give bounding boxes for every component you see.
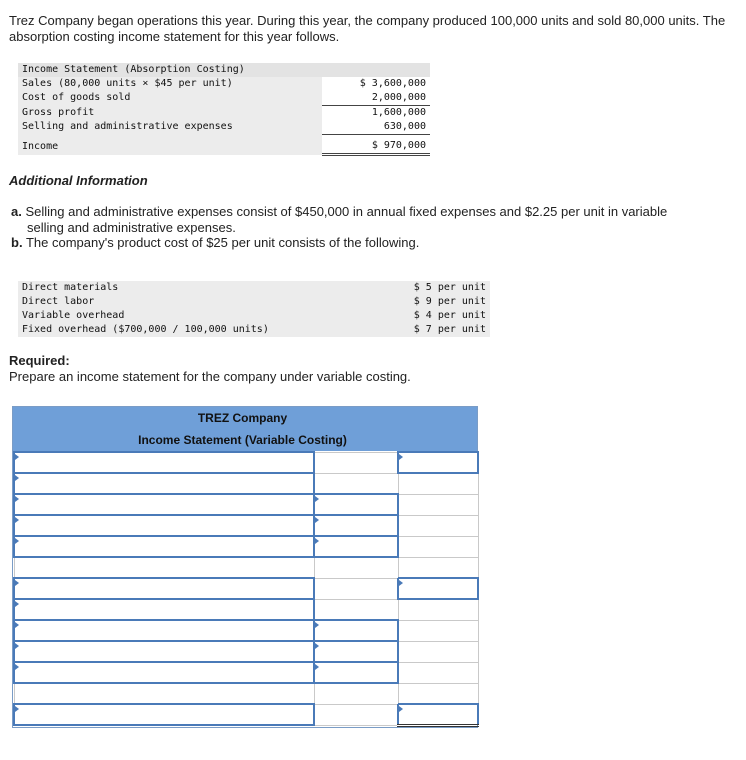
answer-label-cell[interactable]	[14, 515, 314, 536]
answer-label-input[interactable]	[15, 453, 313, 472]
answer-row	[14, 578, 478, 599]
answer-row	[14, 704, 478, 725]
answer-blank-cell	[314, 599, 398, 620]
product-cost-table	[18, 281, 490, 337]
answer-label-input[interactable]	[15, 705, 313, 724]
answer-blank-cell	[398, 515, 478, 536]
answer-blank-cell	[398, 536, 478, 557]
cost-amount-direct-materials: $ 5 per unit	[377, 281, 490, 295]
answer-label-cell[interactable]	[14, 578, 314, 599]
answer-statement-title: Income Statement (Variable Costing)	[13, 429, 477, 451]
answer-subamount-input[interactable]	[315, 663, 397, 682]
answer-label-input[interactable]	[15, 663, 313, 682]
answer-label-input[interactable]	[15, 474, 313, 493]
answer-blank-cell	[314, 704, 398, 725]
row-amount-cogs: 2,000,000	[322, 91, 430, 106]
answer-row	[14, 473, 478, 494]
answer-subamount-cell[interactable]	[314, 494, 398, 515]
cost-amount-fixed-overhead: $ 7 per unit	[377, 323, 490, 337]
answer-label-input[interactable]	[15, 579, 313, 598]
answer-label-input[interactable]	[15, 642, 313, 661]
answer-amount-cell[interactable]	[398, 578, 478, 599]
answer-row	[14, 662, 478, 683]
answer-blank-cell	[398, 599, 478, 620]
answer-label-input[interactable]	[15, 621, 313, 640]
answer-blank-cell	[314, 452, 398, 473]
answer-label-cell[interactable]	[14, 473, 314, 494]
answer-subamount-cell[interactable]	[314, 515, 398, 536]
answer-blank-cell	[314, 578, 398, 599]
additional-item-a	[11, 204, 739, 236]
answer-row	[14, 557, 478, 578]
answer-blank-cell	[14, 557, 314, 578]
answer-subamount-cell[interactable]	[314, 662, 398, 683]
item-a-text: Selling and administrative expenses consist of $450,000 in annual fixed expenses and $2.25 per unit in variable	[25, 204, 668, 219]
answer-company-name: TREZ Company	[13, 407, 477, 429]
answer-grid	[13, 451, 479, 727]
required-text: Prepare an income statement for the company under variable costing.	[9, 369, 411, 384]
row-amount-selling-admin: 630,000	[322, 120, 430, 135]
answer-subamount-input[interactable]	[315, 537, 397, 556]
item-b-label: b.	[11, 235, 23, 250]
answer-label-cell[interactable]	[14, 704, 314, 725]
answer-total-input[interactable]	[399, 705, 477, 724]
variable-costing-answer-table	[12, 406, 478, 728]
answer-total-cell[interactable]	[398, 704, 478, 725]
answer-subamount-input[interactable]	[315, 495, 397, 514]
answer-blank-cell	[398, 641, 478, 662]
cost-amount-direct-labor: $ 9 per unit	[377, 295, 490, 309]
cost-label-fixed-overhead: Fixed overhead ($700,000 / 100,000 units)	[18, 323, 377, 337]
additional-item-b	[11, 235, 419, 251]
answer-label-cell[interactable]	[14, 641, 314, 662]
row-amount-sales: $ 3,600,000	[322, 77, 430, 91]
row-label-gross-profit: Gross profit	[18, 106, 322, 121]
required-title: Required:	[9, 353, 70, 368]
answer-subamount-input[interactable]	[315, 621, 397, 640]
answer-subamount-input[interactable]	[315, 516, 397, 535]
answer-blank-cell	[314, 473, 398, 494]
answer-blank-cell	[398, 557, 478, 578]
answer-row	[14, 494, 478, 515]
answer-blank-cell	[398, 683, 478, 704]
answer-subamount-cell[interactable]	[314, 536, 398, 557]
item-b-text: The company's product cost of $25 per unit consists of the following.	[25, 235, 420, 250]
answer-row	[14, 620, 478, 641]
row-label-cogs: Cost of goods sold	[18, 91, 322, 106]
answer-label-input[interactable]	[15, 537, 313, 556]
answer-subamount-cell[interactable]	[314, 620, 398, 641]
answer-label-cell[interactable]	[14, 662, 314, 683]
answer-label-cell[interactable]	[14, 494, 314, 515]
row-label-selling-admin: Selling and administrative expenses	[18, 120, 322, 135]
row-amount-income: $ 970,000	[322, 135, 430, 155]
additional-info-title: Additional Information	[9, 173, 148, 188]
answer-label-input[interactable]	[15, 495, 313, 514]
answer-amount-input[interactable]	[399, 453, 477, 472]
cost-amount-variable-overhead: $ 4 per unit	[377, 309, 490, 323]
problem-intro: Trez Company began operations this year. During this year, the company produced 100,000 units and sold 80,000 units. The absorption costing income statement for this year follows.	[9, 13, 726, 44]
answer-label-input[interactable]	[15, 600, 313, 619]
answer-row	[14, 599, 478, 620]
answer-row	[14, 683, 478, 704]
answer-row	[14, 536, 478, 557]
cost-label-variable-overhead: Variable overhead	[18, 309, 377, 323]
item-a-label: a.	[11, 204, 22, 219]
answer-label-input[interactable]	[15, 516, 313, 535]
answer-amount-input[interactable]	[399, 579, 477, 598]
answer-subamount-input[interactable]	[315, 642, 397, 661]
answer-blank-cell	[314, 683, 398, 704]
answer-row	[14, 452, 478, 473]
answer-label-cell[interactable]	[14, 536, 314, 557]
absorption-statement-title: Income Statement (Absorption Costing)	[18, 63, 430, 77]
absorption-income-statement	[18, 63, 430, 156]
row-label-sales: Sales (80,000 units × $45 per unit)	[18, 77, 322, 91]
cost-label-direct-materials: Direct materials	[18, 281, 377, 295]
row-amount-gross-profit: 1,600,000	[322, 106, 430, 121]
answer-subamount-cell[interactable]	[314, 641, 398, 662]
answer-label-cell[interactable]	[14, 599, 314, 620]
answer-row	[14, 515, 478, 536]
row-label-income: Income	[18, 135, 322, 155]
answer-amount-cell[interactable]	[398, 452, 478, 473]
cost-label-direct-labor: Direct labor	[18, 295, 377, 309]
answer-blank-cell	[398, 620, 478, 641]
answer-row	[14, 641, 478, 662]
answer-blank-cell	[314, 557, 398, 578]
answer-blank-cell	[398, 662, 478, 683]
item-a-text-rest: selling and administrative expenses.	[27, 220, 236, 235]
answer-blank-cell	[398, 494, 478, 515]
answer-label-cell[interactable]	[14, 452, 314, 473]
answer-blank-cell	[398, 473, 478, 494]
answer-label-cell[interactable]	[14, 620, 314, 641]
answer-blank-cell	[14, 683, 314, 704]
